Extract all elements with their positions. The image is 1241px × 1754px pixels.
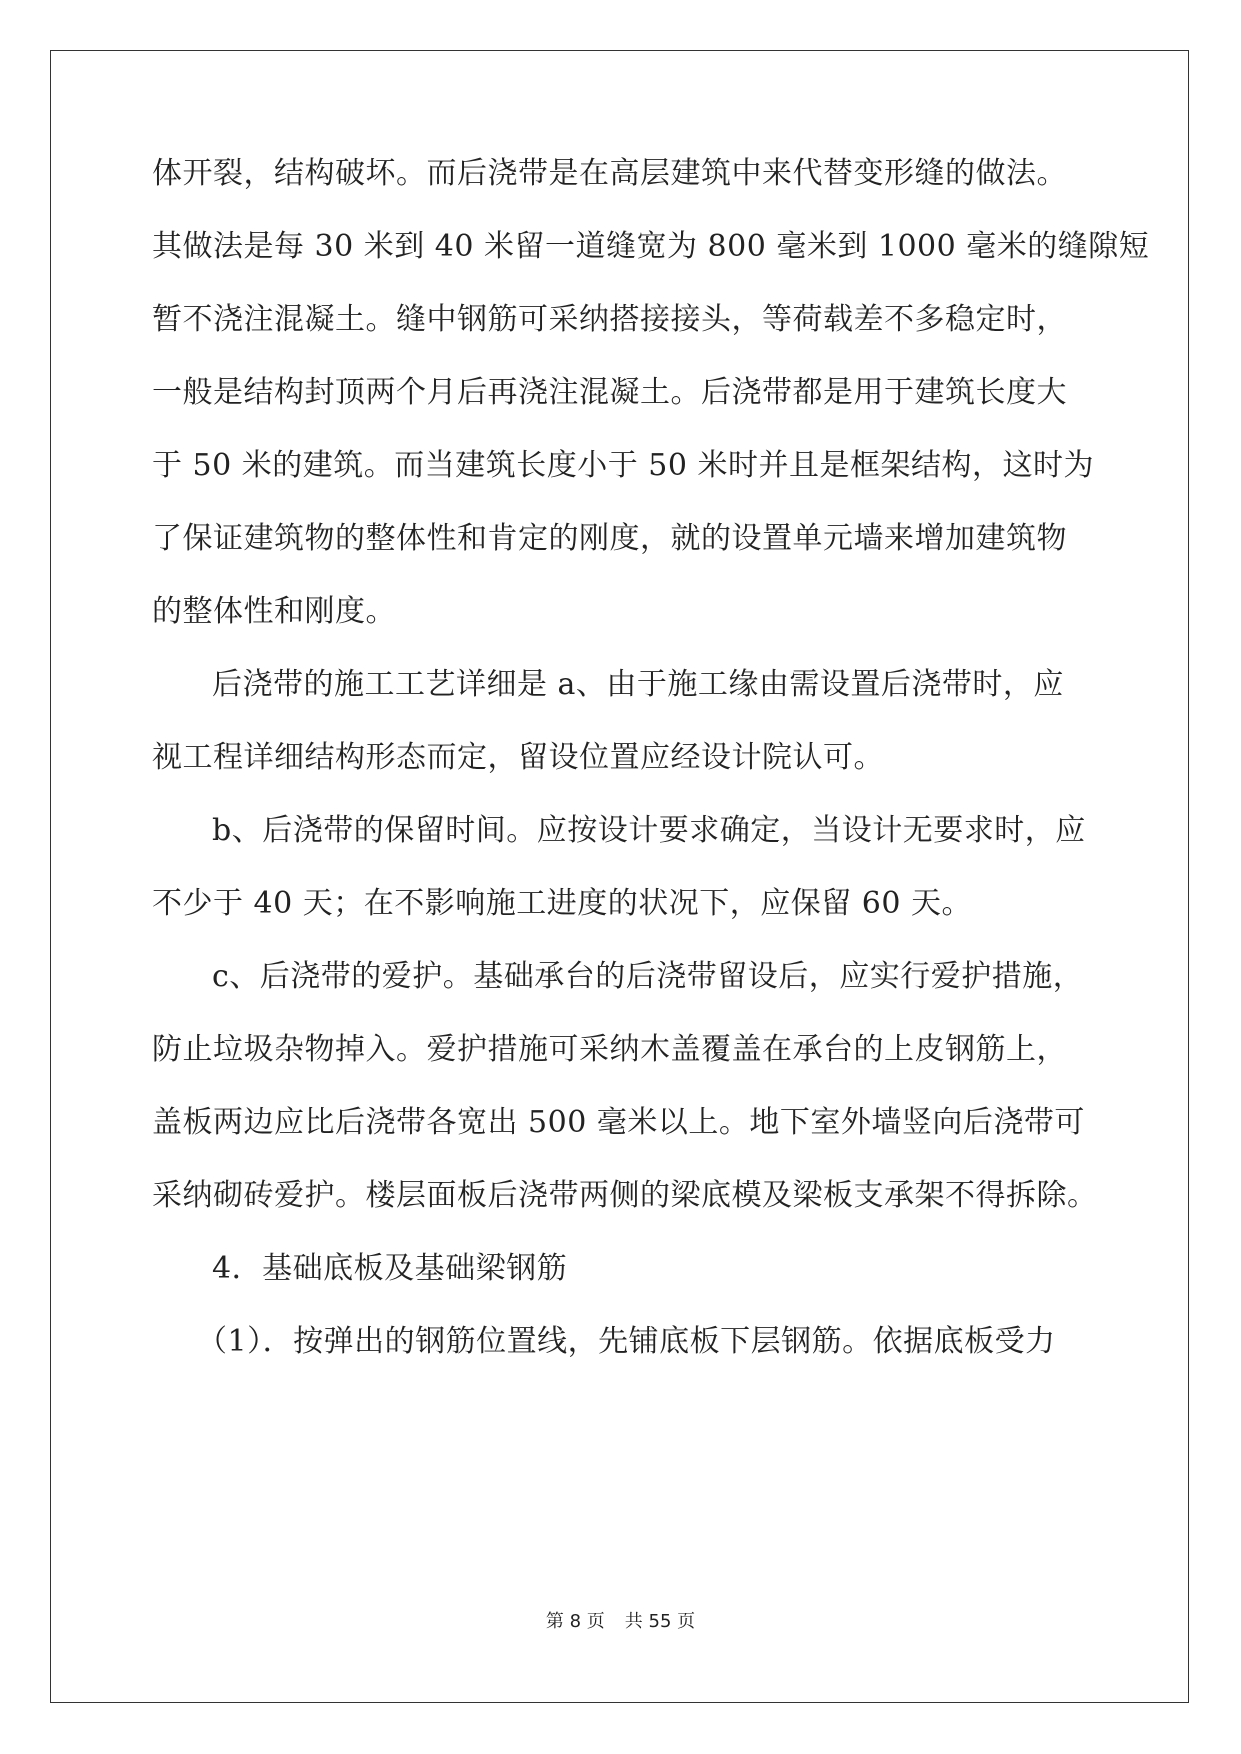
text-line: 体开裂，结构破坏。而后浇带是在高层建筑中来代替变形缝的做法。 — [152, 156, 1067, 191]
text-line: 采纳砌砖爱护。楼层面板后浇带两侧的梁底模及梁板支承架不得拆除。 — [152, 1178, 1098, 1213]
text-line: 于 50 米的建筑。而当建筑长度小于 50 米时并且是框架结构，这时为 — [152, 448, 1094, 483]
page-border — [50, 50, 1189, 1703]
text-line: 不少于 40 天；在不影响施工进度的状况下，应保留 60 天。 — [152, 886, 972, 921]
text-line: 防止垃圾杂物掉入。爱护措施可采纳木盖覆盖在承台的上皮钢筋上， — [152, 1032, 1067, 1067]
page-footer — [0, 1607, 1241, 1633]
text-line: 其做法是每 30 米到 40 米留一道缝宽为 800 毫米到 1000 毫米的缝隙短 — [152, 229, 1150, 264]
paragraph-start-line: b、后浇带的保留时间。应按设计要求确定，当设计无要求时，应 — [212, 813, 1086, 848]
page-total: 共 55 页 — [624, 1611, 696, 1632]
text-line: 盖板两边应比后浇带各宽出 500 毫米以上。地下室外墙竖向后浇带可 — [152, 1105, 1085, 1140]
section-heading: 4．基础底板及基础梁钢筋 — [212, 1251, 568, 1286]
paragraph-start-line: （1）．按弹出的钢筋位置线，先铺底板下层钢筋。依据底板受力 — [197, 1324, 1056, 1359]
paragraph-start-line: c、后浇带的爱护。基础承台的后浇带留设后，应实行爱护措施， — [212, 959, 1084, 994]
text-line: 了保证建筑物的整体性和肯定的刚度，就的设置单元墙来增加建筑物 — [152, 521, 1067, 556]
page-number: 第 8 页 — [545, 1611, 605, 1632]
text-line: 一般是结构封顶两个月后再浇注混凝土。后浇带都是用于建筑长度大 — [152, 375, 1067, 410]
paragraph-start-line: 后浇带的施工工艺详细是 a、由于施工缘由需设置后浇带时，应 — [212, 667, 1064, 702]
text-line: 暂不浇注混凝土。缝中钢筋可采纳搭接接头，等荷载差不多稳定时， — [152, 302, 1067, 337]
text-line: 视工程详细结构形态而定，留设位置应经设计院认可。 — [152, 740, 884, 775]
text-line: 的整体性和刚度。 — [152, 594, 396, 629]
